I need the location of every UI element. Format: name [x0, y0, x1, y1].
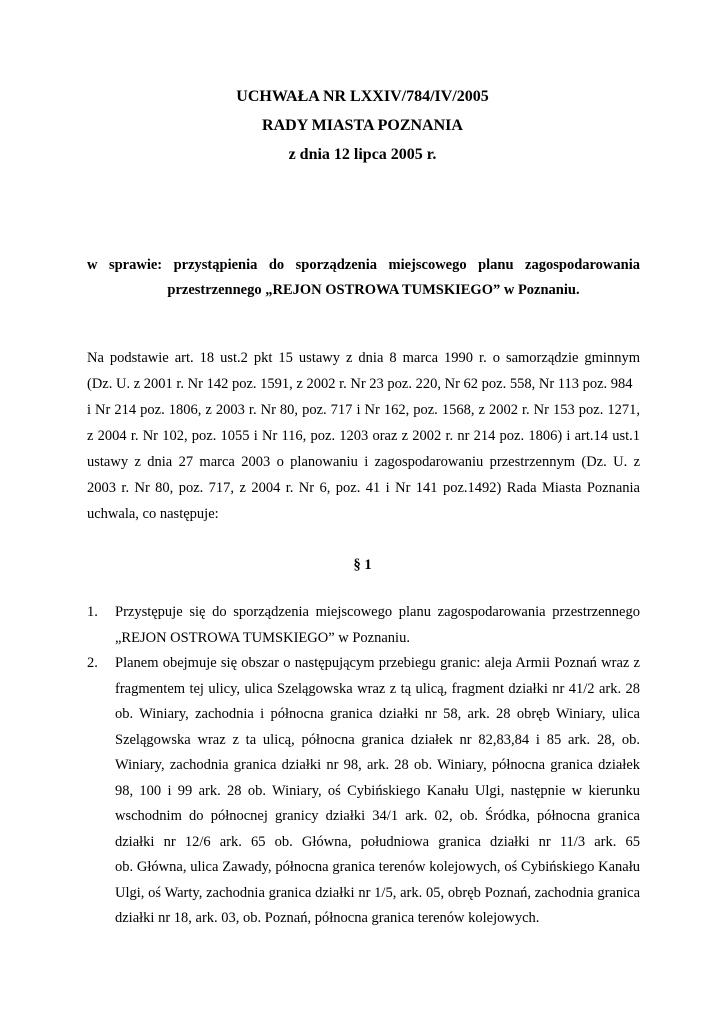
list-item-line: Szelągowska wraz z ta ulicą, północna granica działek nr 82,83,84 i 85 ark. 28, ob. — [115, 731, 640, 748]
list-item-line: działki nr 12/6 ark. 65 ob. Główna, południowa granica działki nr 11/3 ark. 65 — [115, 833, 640, 850]
resolution-issuer: RADY MIASTA POZNANIA — [262, 117, 463, 134]
paragraph-line: 2003 r. Nr 80, poz. 717, z 2004 r. Nr 6, poz. 41 i Nr 141 poz.1492) Rada Miasta Poznania — [87, 480, 640, 496]
paragraph-line: z 2004 r. Nr 102, poz. 1055 i Nr 116, poz. 1203 oraz z 2002 r. nr 214 poz. 1806) i art.14 ust.1 — [87, 428, 640, 444]
resolution-header — [0, 82, 725, 169]
list-item — [87, 600, 640, 651]
list-item-line: fragmentem tej ulicy, ulica Szelągowska wraz z tą ulicą, fragment działki nr 41/2 ark. 28 — [115, 680, 640, 697]
paragraph-line: i Nr 214 poz. 1806, z 2003 r. Nr 80, poz. 717 i Nr 162, poz. 1568, z 2002 r. Nr 153 poz. 1271, — [87, 402, 640, 418]
subject-line: przestrzennego „REJON OSTROWA TUMSKIEGO” w Poznaniu. — [167, 282, 580, 298]
paragraph-line: ustawy z dnia 27 marca 2003 o planowaniu i zagospodarowaniu przestrzennym (Dz. U. z — [87, 454, 640, 470]
list-item — [87, 651, 640, 932]
list-item-line: „REJON OSTROWA TUMSKIEGO” w Poznaniu. — [115, 629, 410, 646]
paragraph-line: (Dz. U. z 2001 r. Nr 142 poz. 1591, z 2002 r. Nr 23 poz. 220, Nr 62 poz. 558, Nr 113 poz. 984 — [87, 376, 633, 392]
list-item-line: Winiary, zachodnia granica działki nr 98, ark. 28 ob. Winiary, północna granica działek — [115, 757, 640, 773]
list-item-line: Ulgi, oś Warty, zachodnia granica działki nr 1/5, ark. 05, obręb Poznań, zachodnia granica — [115, 884, 640, 901]
paragraph-line: Na podstawie art. 18 ust.2 pkt 15 ustawy z dnia 8 marca 1990 r. o samorządzie gminnym — [87, 350, 640, 366]
resolution-title: UCHWAŁA NR LXXIV/784/IV/2005 — [236, 88, 489, 105]
list-item-line: wschodnim do północnej granicy działki 34/1 ark. 02, ob. Śródka, północna granica — [115, 808, 640, 824]
resolution-subject — [87, 253, 640, 303]
paragraph-line: uchwala, co następuje: — [87, 506, 219, 522]
section-heading: § 1 — [353, 557, 372, 573]
provisions-list — [87, 600, 640, 932]
list-item-number: 2. — [87, 655, 98, 671]
legal-basis-paragraph — [87, 345, 640, 527]
list-item-line: Przystępuje się do sporządzenia miejscowego planu zagospodarowania przestrzennego — [115, 604, 640, 620]
resolution-date: z dnia 12 lipca 2005 r. — [288, 146, 437, 163]
list-item-number: 1. — [87, 604, 98, 620]
list-item-line: 98, 100 i 99 ark. 28 ob. Winiary, oś Cybińskiego Kanału Ulgi, następnie w kierunku — [115, 782, 640, 799]
list-item-line: ob. Winiary, zachodnia i północna granica działki nr 58, ark. 28 obręb Winiary, ulica — [115, 706, 640, 722]
list-item-line: Planem obejmuje się obszar o następującym przebiegu granic: aleja Armii Poznań wraz z — [115, 655, 640, 671]
subject-line: w sprawie: przystąpienia do sporządzenia miejscowego planu zagospodarowania — [87, 257, 640, 273]
list-item-line: działki nr 18, ark. 03, ob. Poznań, północna granica terenów kolejowych. — [115, 910, 540, 926]
list-item-line: ob. Główna, ulica Zawady, północna granica terenów kolejowych, oś Cybińskiego Kanału — [115, 859, 640, 875]
